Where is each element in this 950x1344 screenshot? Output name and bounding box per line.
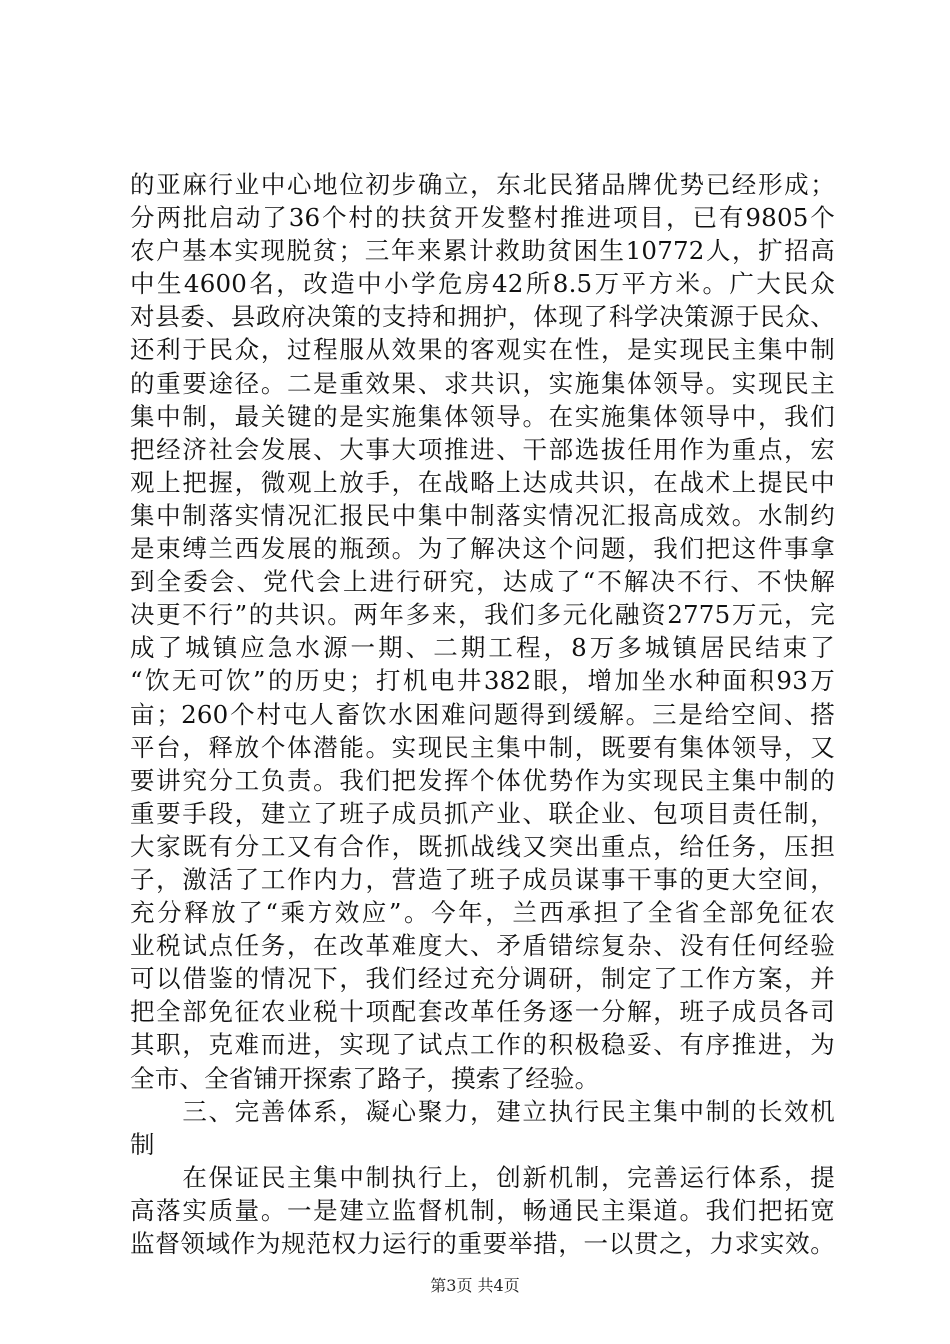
page-number-footer: 第3页 共4页: [430, 1276, 520, 1295]
paragraph-end-line: 全市、全省铺开探索了路子，摸索了经验。: [130, 1063, 600, 1093]
text-line: 子，激活了工作内力，营造了班子成员谋事干事的更大空间，: [130, 864, 835, 894]
text-line: 亩；260个村屯人畜饮水困难问题得到缓解。三是给空间、搭: [130, 699, 835, 729]
text-line: 还利于民众，过程服从效果的客观实在性，是实现民主集中制: [130, 335, 835, 365]
text-line: 决更不行”的共识。两年多来，我们多元化融资2775万元，完: [130, 600, 835, 630]
text-line: 中生4600名，改造中小学危房42所8.5万平方米。广大民众: [130, 269, 835, 299]
text-line: 的亚麻行业中心地位初步确立，东北民猪品牌优势已经形成；: [130, 170, 835, 199]
text-line: 集中制落实情况汇报民中集中制落实情况汇报高成效。水制约: [130, 500, 835, 530]
text-line: 要讲究分工负责。我们把发挥个体优势作为实现民主集中制的: [130, 765, 835, 795]
text-line: 把经济社会发展、大事大项推进、干部选拔任用作为重点，宏: [130, 434, 835, 464]
text-line: 大家既有分工又有合作，既抓战线又突出重点，给任务，压担: [130, 831, 835, 861]
text-line: 充分释放了“乘方效应”。今年，兰西承担了全省全部免征农: [130, 898, 835, 928]
body-text: [130, 168, 835, 1260]
text-line: 到全委会、党代会上进行研究，达成了“不解决不行、不快解: [130, 567, 835, 597]
section-heading-line: 三、完善体系，凝心聚力，建立执行民主集中制的长效机: [130, 1096, 835, 1126]
text-line: 把全部免征农业税十项配套改革任务逐一分解，班子成员各司: [130, 997, 835, 1027]
text-line: 对县委、县政府决策的支持和拥护，体现了科学决策源于民众、: [130, 302, 835, 332]
section-heading-end-line: 制: [130, 1129, 155, 1159]
text-line: 成了城镇应急水源一期、二期工程，8万多城镇居民结束了: [130, 633, 835, 663]
text-line: 其职，克难而进，实现了试点工作的积极稳妥、有序推进，为: [130, 1030, 835, 1060]
text-line: 业税试点任务，在改革难度大、矛盾错综复杂、没有任何经验: [130, 931, 835, 961]
text-line: “饮无可饮”的历史；打机电井382眼，增加坐水种面积93万: [130, 666, 835, 696]
text-line: 是束缚兰西发展的瓶颈。为了解决这个问题，我们把这件事拿: [130, 534, 835, 564]
text-line: 分两批启动了36个村的扶贫开发整村推进项目，已有9805个: [130, 203, 835, 233]
text-line: 集中制，最关键的是实施集体领导。在实施集体领导中，我们: [130, 401, 835, 431]
text-line: 在保证民主集中制执行上，创新机制，完善运行体系，提: [130, 1162, 835, 1192]
text-line: 的重要途径。二是重效果、求共识，实施集体领导。实现民主: [130, 368, 835, 398]
text-line: 重要手段，建立了班子成员抓产业、联企业、包项目责任制，: [130, 798, 835, 828]
text-line: 监督领域作为规范权力运行的重要举措，一以贯之，力求实效。: [130, 1229, 835, 1258]
text-line: 平台，释放个体潜能。实现民主集中制，既要有集体领导，又: [130, 732, 835, 762]
text-line: 高落实质量。一是建立监督机制，畅通民主渠道。我们把拓宽: [130, 1195, 835, 1225]
text-line: 农户基本实现脱贫；三年来累计救助贫困生10772人，扩招高: [130, 236, 835, 266]
text-line: 观上把握，微观上放手，在战略上达成共识，在战术上提民中: [130, 467, 835, 497]
text-line: 可以借鉴的情况下，我们经过充分调研，制定了工作方案，并: [130, 964, 835, 994]
